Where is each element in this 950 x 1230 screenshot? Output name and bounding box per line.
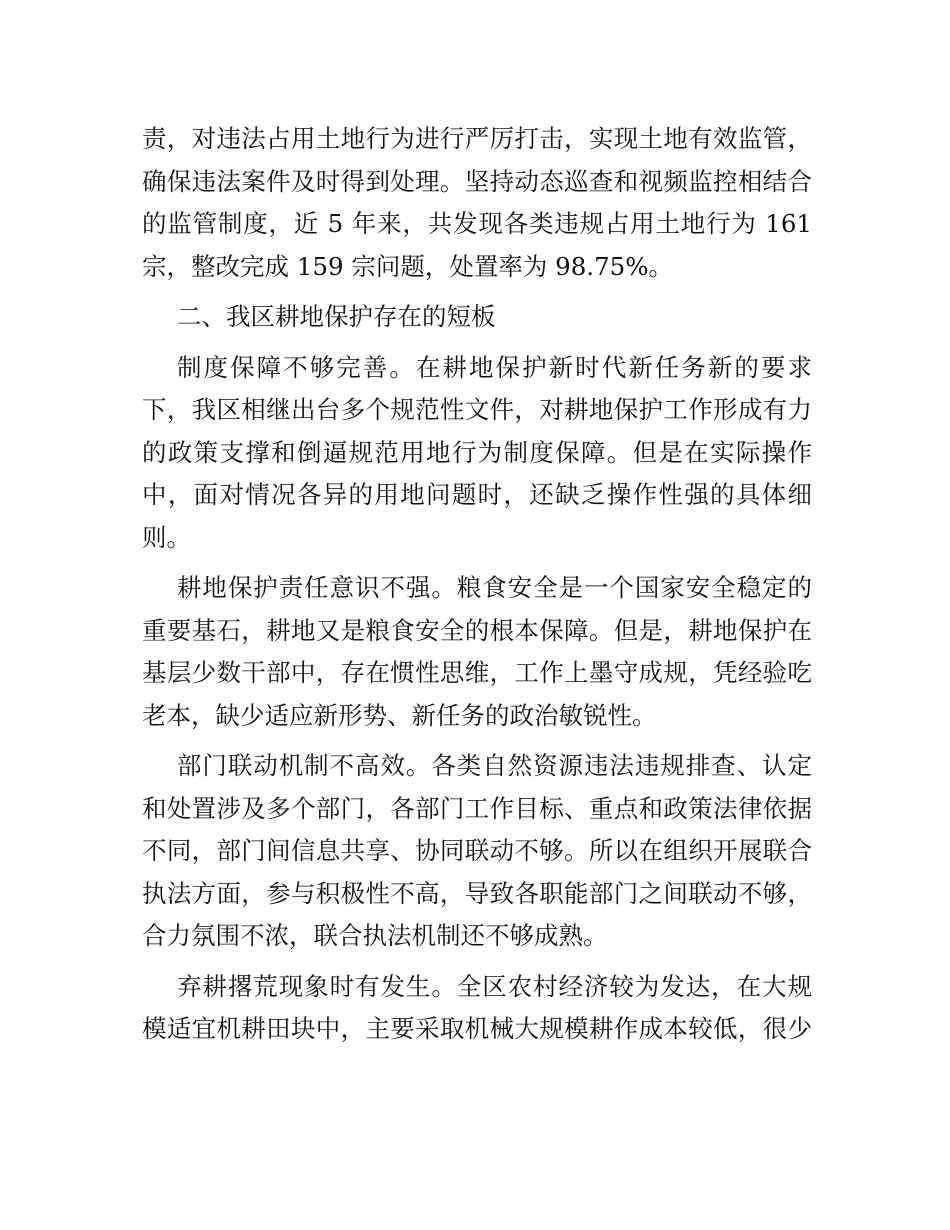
paragraph-gap	[142, 288, 812, 296]
text-line: 下，我区相继出台多个规范性文件，对耕地保护工作形成有力	[142, 395, 812, 424]
text-line: 模适宜机耕田块中，主要采取机械大规模耕作成本较低，很少	[142, 1014, 812, 1043]
document-page	[142, 118, 812, 1051]
paragraph-gap	[142, 958, 812, 966]
paragraph-gap	[142, 737, 812, 745]
text-line: 和处置涉及多个部门，各部门工作目标、重点和政策法律依据	[142, 793, 812, 823]
text-line: 重要基石，耕地又是粮食安全的根本保障。但是，耕地保护在	[142, 615, 812, 645]
paragraph-gap	[142, 339, 812, 347]
paragraph	[142, 745, 812, 958]
text-line: 执法方面，参与积极性不高，导致各职能部门之间联动不够，	[142, 878, 812, 908]
text-line: 制度保障不够完善。在耕地保护新时代新任务新的要求	[177, 352, 812, 382]
text-line: 部门联动机制不高效。各类自然资源违法违规排查、认定	[177, 751, 812, 780]
text-line: 老本，缺少适应新形势、新任务的政治敏锐性。	[142, 700, 657, 730]
text-line: 则。	[142, 522, 191, 552]
paragraph	[142, 118, 812, 288]
text-line: 耕地保护责任意识不强。粮食安全是一个国家安全稳定的	[177, 573, 812, 602]
paragraph	[142, 347, 812, 560]
text-line: 中，面对情况各异的用地问题时，还缺乏操作性强的具体细	[142, 480, 812, 509]
paragraph	[142, 567, 812, 737]
section-heading	[142, 296, 812, 339]
text-line: 的政策支撑和倒逼规范用地行为制度保障。但是在实际操作	[142, 437, 812, 467]
paragraph-gap	[142, 559, 812, 567]
text-line: 二、我区耕地保护存在的短板	[177, 302, 496, 331]
text-line: 合力氛围不浓，联合执法机制还不够成熟。	[142, 921, 608, 950]
text-line: 不同，部门间信息共享、协同联动不够。所以在组织开展联合	[142, 836, 812, 865]
text-line: 责，对违法占用土地行为进行严厉打击，实现土地有效监管，	[142, 124, 812, 153]
paragraph	[142, 966, 812, 1051]
text-line: 基层少数干部中，存在惯性思维，工作上墨守成规，凭经验吃	[142, 658, 812, 687]
text-line: 弃耕撂荒现象时有发生。全区农村经济较为发达，在大规	[177, 971, 812, 1001]
text-line: 确保违法案件及时得到处理。坚持动态巡查和视频监控相结合	[142, 166, 812, 196]
text-line: 的监管制度，近 5 年来，共发现各类违规占用土地行为 161	[142, 209, 812, 238]
text-line: 宗，整改完成 159 宗问题，处置率为 98.75%。	[142, 251, 674, 281]
